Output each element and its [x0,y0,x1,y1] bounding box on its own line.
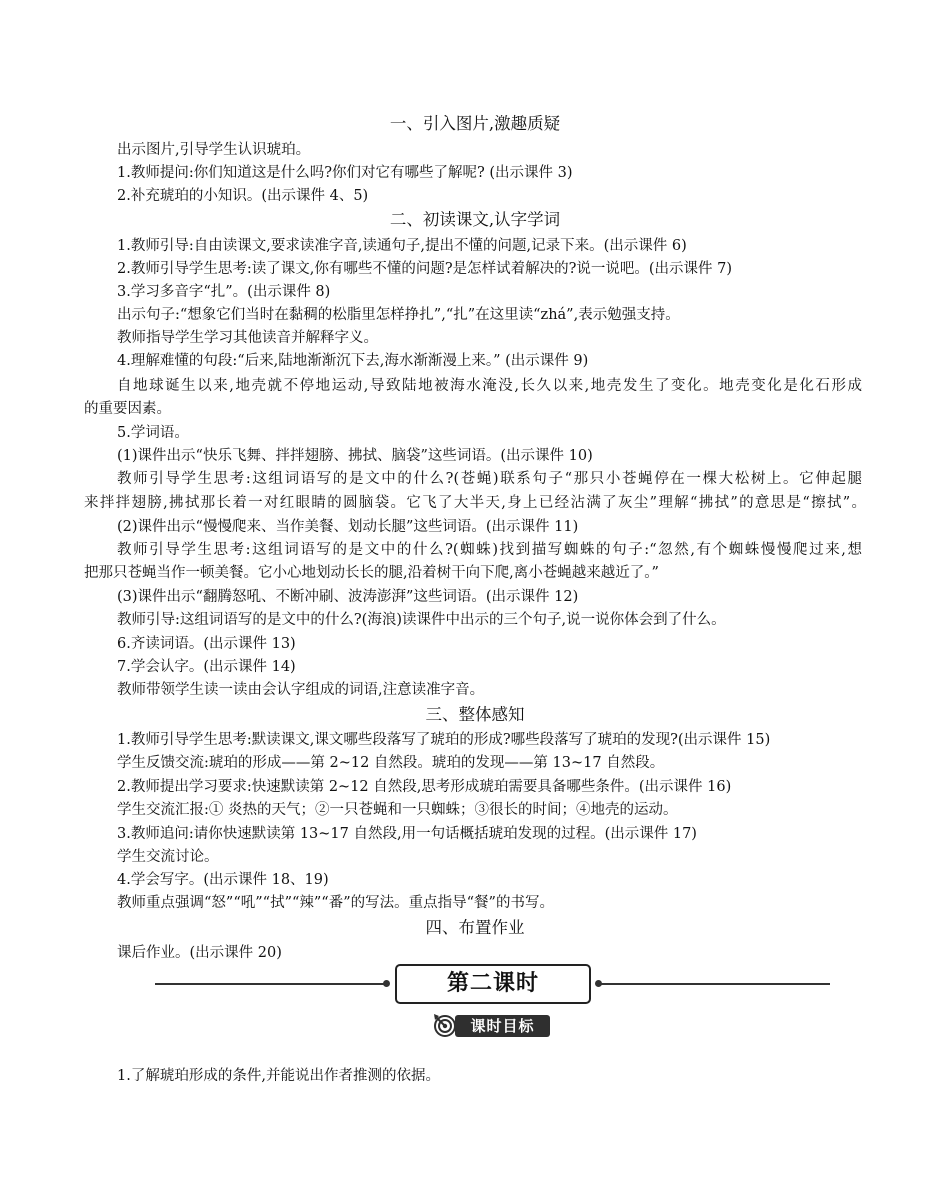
paragraph-line: 学生交流汇报:① 炎热的天气；②一只苍蝇和一只蜘蛛；③很长的时间；④地壳的运动。 [117,802,678,818]
objective-label: 课时目标 [455,1015,550,1037]
paragraph-line: (1)课件出示“快乐飞舞、拌拌翅膀、拂拭、脑袋”这些词语。(出示课件 10) [117,448,593,464]
paragraph-line: 教师指导学生学习其他读音并解释字义。 [117,330,378,346]
paragraph-line: (2)课件出示“慢慢爬来、当作美餐、划动长腿”这些词语。(出示课件 11) [117,519,579,535]
paragraph-line: 教师重点强调“怒”“吼”“拭”“辣”“番”的写法。重点指导“餐”的书写。 [117,895,554,911]
paragraph-line: 2.教师引导学生思考:读了课文,你有哪些不懂的问题?是怎样试着解决的?说一说吧。(出示课件 7) [117,261,733,277]
paragraph-line: 1.教师提问:你们知道这是什么吗?你们对它有哪些了解呢? (出示课件 3) [117,165,573,181]
objective-line: 1.了解琥珀形成的条件,并能说出作者推测的依据。 [117,1068,440,1084]
divider-dot [383,980,390,987]
paragraph-line: 学生交流讨论。 [117,849,219,865]
paragraph-line: 课后作业。(出示课件 20) [117,945,282,961]
paragraph-line: 4.学会写字。(出示课件 18、19) [117,872,329,888]
paragraph-line: 出示图片,引导学生认识琥珀。 [117,142,311,158]
divider [155,983,385,985]
paragraph-line: 1.教师引导:自由读课文,要求读准字音,读通句子,提出不懂的问题,记录下来。(出示课件 6) [117,238,687,254]
paragraph-line: 4.理解难懂的句段:“后来,陆地渐渐沉下去,海水渐渐漫上来。” (出示课件 9) [117,353,589,369]
paragraph-line: 自地球诞生以来,地壳就不停地运动,导致陆地被海水淹没,长久以来,地壳发生了变化。地壳变化是化石形成 [117,378,862,394]
paragraph-line: (3)课件出示“翻腾怒吼、不断冲刷、波涛澎湃”这些词语。(出示课件 12) [117,589,579,605]
paragraph-line: 5.学词语。 [117,425,189,441]
paragraph-line: 教师引导学生思考:这组词语写的是文中的什么?(蜘蛛)找到描写蜘蛛的句子:“忽然,有个蜘蛛慢慢爬过来,想 [117,542,862,558]
paragraph-line: 来拌拌翅膀,拂拭那长着一对红眼睛的圆脑袋。它飞了大半天,身上已经沾满了灰尘”理解“拂拭”的意思是“擦拭”。 [84,495,866,511]
paragraph-line: 把那只苍蝇当作一顿美餐。它小心地划动长长的腿,沿着树干向下爬,离小苍蝇越来越近了。” [84,565,659,581]
section-heading-2: 二、初读课文,认字学词 [389,210,561,229]
paragraph-line: 2.补充琥珀的小知识。(出示课件 4、5) [117,188,369,204]
paragraph-line: 1.教师引导学生思考:默读课文,课文哪些段落写了琥珀的形成?哪些段落写了琥珀的发现?(出示课件 15) [117,732,771,748]
paragraph-line: 教师引导学生思考:这组词语写的是文中的什么?(苍蝇)联系句子“那只小苍蝇停在一棵大松树上。它伸起腿 [117,471,862,487]
divider [600,983,830,985]
paragraph-line: 的重要因素。 [84,401,171,417]
paragraph-line: 教师带领学生读一读由会认字组成的词语,注意读准字音。 [117,682,485,698]
paragraph-line: 2.教师提出学习要求:快速默读第 2~12 自然段,思考形成琥珀需要具备哪些条件。(出示课件 16) [117,779,732,795]
paragraph-line: 7.学会认字。(出示课件 14) [117,659,296,675]
section-heading-1: 一、引入图片,激趣质疑 [389,114,561,133]
paragraph-line: 3.教师追问:请你快速默读第 13~17 自然段,用一句话概括琥珀发现的过程。(出示课件 17) [117,826,697,842]
paragraph-line: 3.学习多音字“扎”。(出示课件 8) [117,284,331,300]
paragraph-line: 学生反馈交流:琥珀的形成——第 2~12 自然段。琥珀的发现——第 13~17 自然段。 [117,755,665,771]
lesson-title: 第二课时 [395,964,591,1004]
paragraph-line: 出示句子:“想象它们当时在黏稠的松脂里怎样挣扎”,“扎”在这里读“zhá”,表示勉强支持。 [117,307,680,323]
paragraph-line: 6.齐读词语。(出示课件 13) [117,636,296,652]
section-heading-3: 三、整体感知 [425,705,525,724]
section-heading-4: 四、布置作业 [425,918,525,937]
paragraph-line: 教师引导:这组词语写的是文中的什么?(海浪)读课件中出示的三个句子,说一说你体会到了什么。 [117,612,726,628]
lesson-banner [155,962,830,1006]
